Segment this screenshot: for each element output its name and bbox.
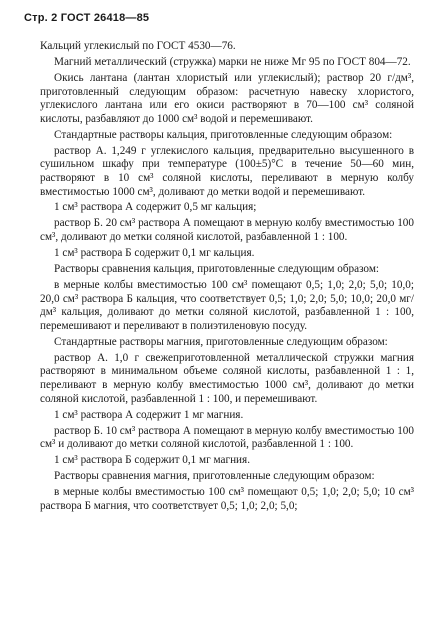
paragraph: 1 см³ раствора А содержит 1 мг магния. xyxy=(54,408,244,421)
paragraph: раствор А. 1,249 г углекислого кальция, предварительно высушенного в сушильном шкафу при температуре (100±5)°С в течение 50—60 мин, растворяют в 10 см³ соляной кислоты, переливают в мерную колбу вместимостью 1000 см³, доливают до метки водой и перемешивают. xyxy=(40,144,414,198)
paragraph: в мерные колбы вместимостью 100 см³ помещают 0,5; 1,0; 2,0; 5,0; 10 см³ раствора Б магния, что соответствует 0,5; 1,0; 2,0; 5,0; xyxy=(40,486,414,512)
document-body xyxy=(40,40,414,516)
paragraph: Стандартные растворы магния, приготовленные следующим образом: xyxy=(54,335,388,348)
page-header: Стр. 2 ГОСТ 26418—85 xyxy=(24,12,150,24)
paragraph: Окись лантана (лантан хлористый или углекислый); раствор 20 г/дм³, приготовленный следующим образом: расчетную навеску хлористого, углекислого лантана или его окиси растворяют в 70—100 см³ соляной кислоты, разбавляют до 1000 см³ водой и перемешивают. xyxy=(40,71,414,125)
paragraph: в мерные колбы вместимостью 100 см³ помещают 0,5; 1,0; 2,0; 5,0; 10,0; 20,0 см³ раствора Б кальция, что соответствует 0,5; 1,0; 2,0; 5,0; 10,0; 20,0 мг/дм³ кальция, доливают до метки соляной кислотой, разбавленной 1 : 100, перемешивают и переливают в полиэтиленовую посуду. xyxy=(40,279,414,332)
paragraph: Растворы сравнения кальция, приготовленные следующим образом: xyxy=(54,263,380,276)
paragraph: 1 см³ раствора Б содержит 0,1 мг магния. xyxy=(54,454,250,467)
paragraph: 1 см³ раствора Б содержит 0,1 мг кальция. xyxy=(54,247,255,260)
paragraph: раствор Б. 10 см³ раствора А помещают в мерную колбу вместимостью 100 см³ и доливают до метки соляной кислотой, разбавленной 1 : 100. xyxy=(40,424,414,451)
paragraph: Кальций углекислый по ГОСТ 4530—76. xyxy=(40,40,236,52)
paragraph: 1 см³ раствора А содержит 0,5 мг кальция; xyxy=(54,201,257,214)
paragraph: раствор Б. 20 см³ раствора А помещают в мерную колбу вместимостью 100 см³, доливают до метки соляной кислотой, разбавленной 1 : 100. xyxy=(40,217,414,244)
paragraph: раствор А. 1,0 г свежеприготовленной металлической стружки магния растворяют в минимальном объеме соляной кислоты, разбавленной 1 : 1, переливают в мерную колбу вместимостью 1000 см³, доливают до метки соляной кислотой, разбавленной 1 : 100, и перемешивают. xyxy=(40,351,414,405)
paragraph: Магний металлический (стружка) марки не ниже Мг 95 по ГОСТ 804—72. xyxy=(54,55,411,68)
paragraph: Стандартные растворы кальция, приготовленные следующим образом: xyxy=(54,128,393,141)
paragraph: Растворы сравнения магния, приготовленные следующим образом: xyxy=(54,470,375,483)
